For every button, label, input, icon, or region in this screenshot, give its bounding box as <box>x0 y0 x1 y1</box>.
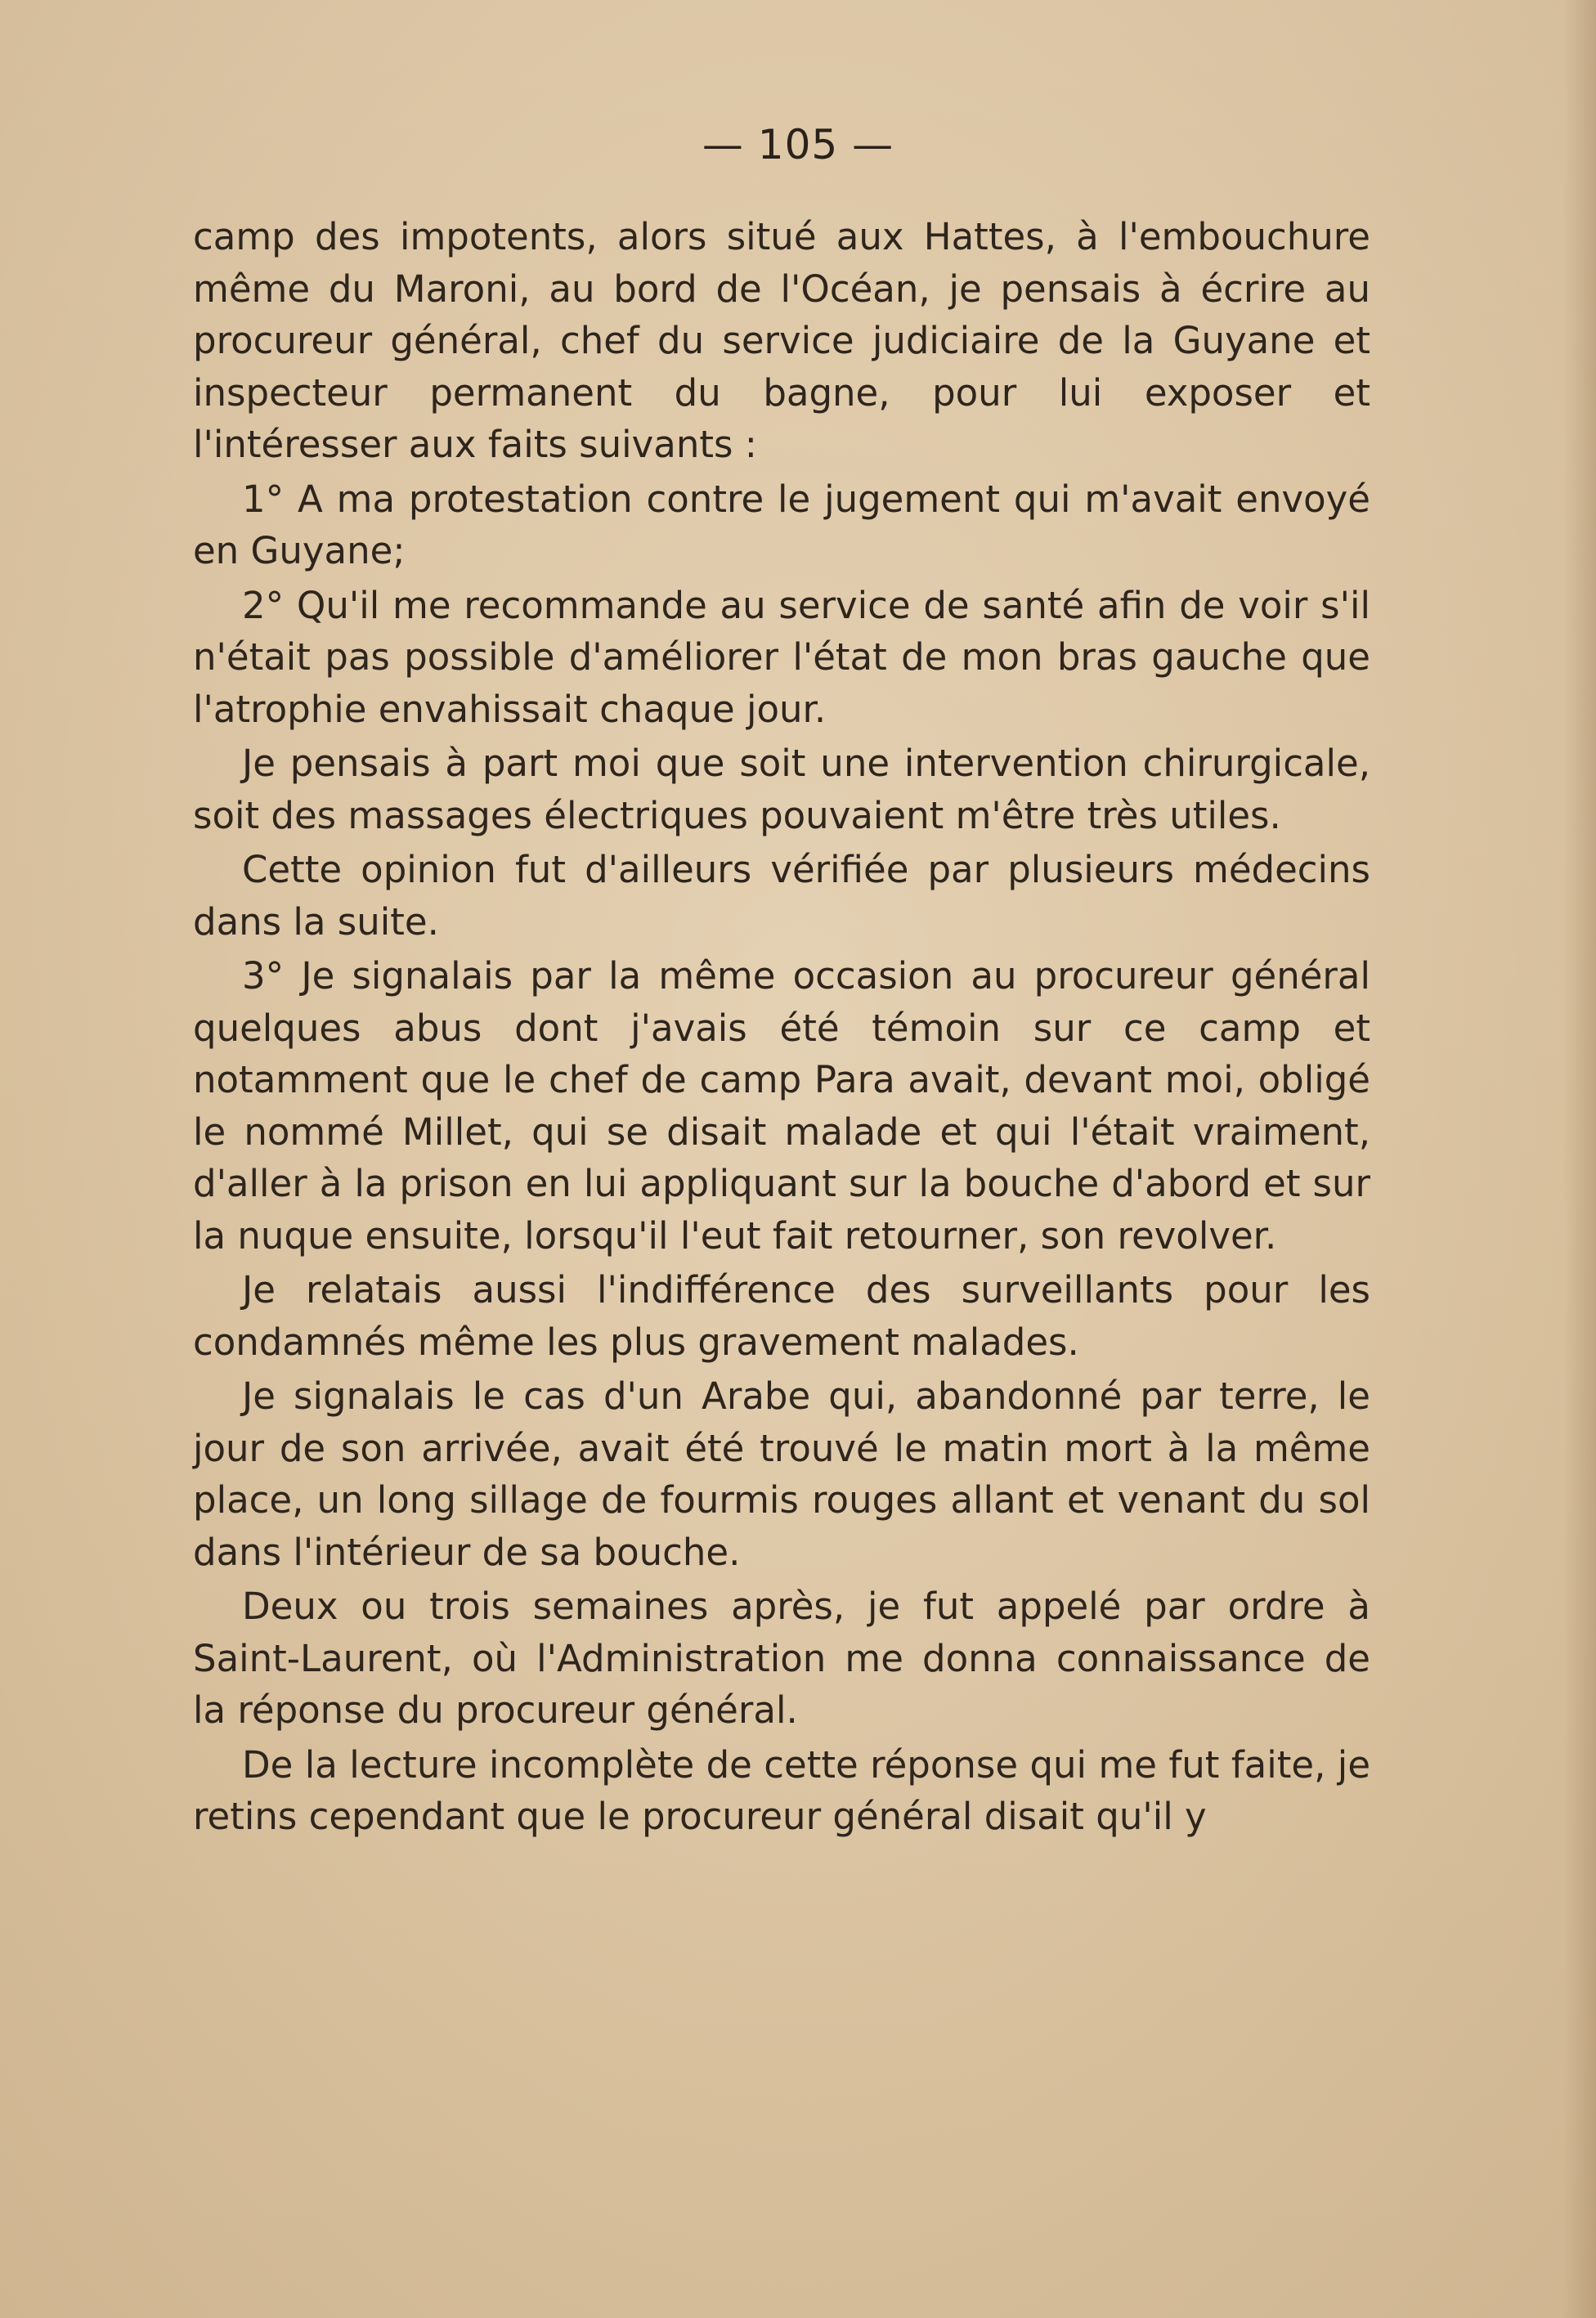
page-edge-shadow <box>1563 0 1596 2318</box>
paragraph-indifference: Je relatais aussi l'indifférence des surveillants pour les condamnés même les plus gravement malades. <box>193 1268 1370 1364</box>
paragraph-continuation: camp des impotents, alors situé aux Hattes, à l'embouchure même du Maroni, au bord de l'Océan, je pensais à écrire au procureur général, chef du service judiciaire de la Guyane et inspecteur permanent du bagne, pour lui exposer et l'intéresser aux faits suivants : <box>193 215 1370 466</box>
paragraph-response: De la lecture incomplète de cette réponse qui me fut faite, je retins cependant que le procureur général disait qu'il y <box>193 1742 1370 1838</box>
paragraph-surgery: Je pensais à part moi que soit une intervention chirurgicale, soit des massages électriques pouvaient m'être très utiles. <box>193 742 1370 837</box>
paragraph-point-2: 2° Qu'il me recommande au service de santé afin de voir s'il n'était pas possible d'améliorer l'état de mon bras gauche que l'atrophie envahissait chaque jour. <box>193 583 1370 731</box>
paragraph-arab-case: Je signalais le cas d'un Arabe qui, abandonné par terre, le jour de son arrivée, avait été trouvé le matin mort à la même place, un long sillage de fourmis rouges allant et venant du sol dans l'intérieur de sa bouche. <box>193 1374 1370 1574</box>
paragraph-point-1: 1° A ma protestation contre le jugement qui m'avait envoyé en Guyane; <box>193 477 1370 572</box>
body-text <box>193 211 1370 1843</box>
paragraph-summons: Deux ou trois semaines après, je fut appelé par ordre à Saint-Laurent, où l'Administration me donna connaissance de la réponse du procureur général. <box>193 1585 1370 1732</box>
page-number: — 105 — <box>702 121 894 168</box>
paragraph-point-3: 3° Je signalais par la même occasion au procureur général quelques abus dont j'avais été témoin sur ce camp et notamment que le chef de camp Para avait, devant moi, obligé le nommé Millet, qui se disait malade et qui l'était vraiment, d'aller à la prison en lui appliquant sur la bouche d'abord et sur la nuque ensuite, lorsqu'il l'eut fait retourner, son revolver. <box>193 954 1370 1258</box>
paragraph-opinion: Cette opinion fut d'ailleurs vérifiée par plusieurs médecins dans la suite. <box>193 848 1370 944</box>
